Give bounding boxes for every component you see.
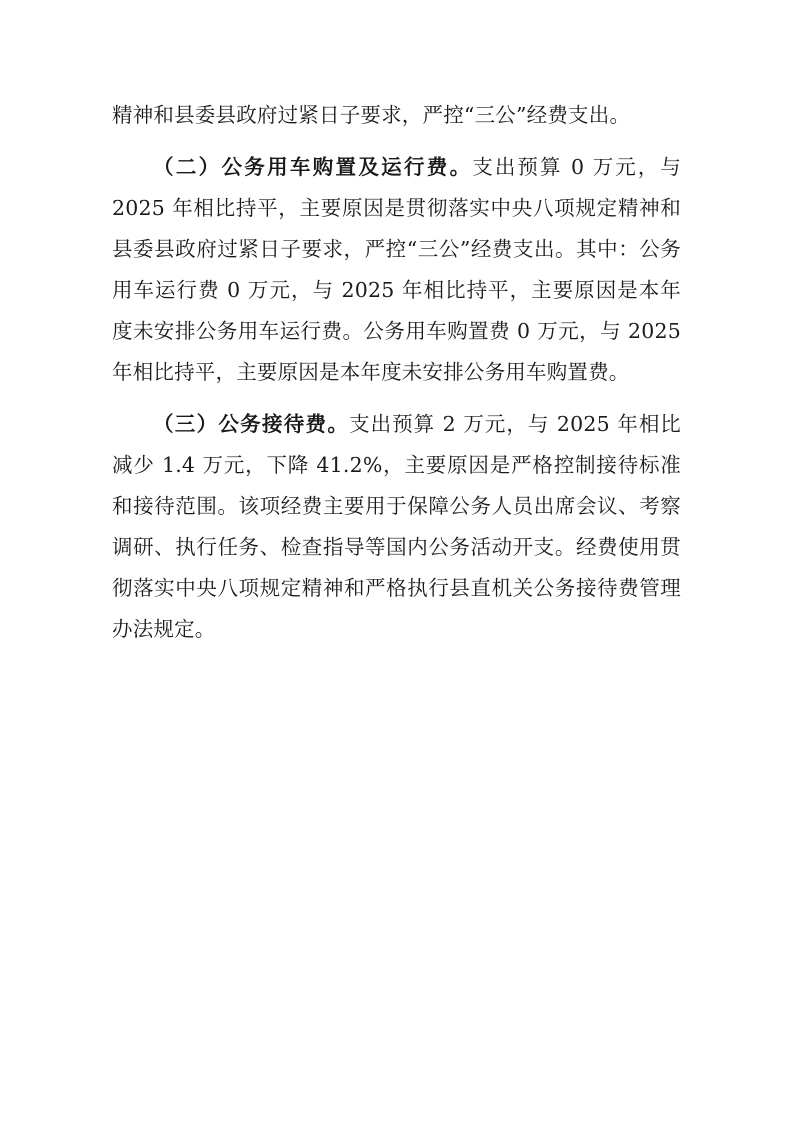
paragraph-hospitality-expense bbox=[112, 404, 681, 650]
paragraph-vehicle-expense bbox=[112, 147, 681, 393]
paragraph-text: 精神和县委县政府过紧日子要求，严控“三公”经费支出。 bbox=[112, 103, 631, 127]
paragraph-lead-label: （三）公务接待费。 bbox=[153, 412, 350, 436]
paragraph-text: 支出预算 2 万元，与 2025 年相比减少 1.4 万元，下降 41.2%，主要原因是严格控制接待标准和接待范围。该项经费主要用于保障公务人员出席会议、考察调研、执行任务、检查指导等国内公务活动开支。经费使用贯彻落实中央八项规定精神和严格执行县直机关公务接待费管理办法规定。 bbox=[112, 412, 682, 641]
document-body bbox=[112, 95, 681, 650]
paragraph-continued bbox=[112, 95, 681, 136]
paragraph-text: 支出预算 0 万元，与 2025 年相比持平，主要原因是贯彻落实中央八项规定精神和县委县政府过紧日子要求，严控“三公”经费支出。其中：公务用车运行费 0 万元，与 2025 年相比持平，主要原因是本年度未安排公务用车运行费。公务用车购置费 0 万元，与 2025 年相比持平，主要原因是本年度未安排公务用车购置费。 bbox=[112, 155, 682, 384]
paragraph-lead-label: （二）公务用车购置及运行费。 bbox=[153, 155, 473, 179]
